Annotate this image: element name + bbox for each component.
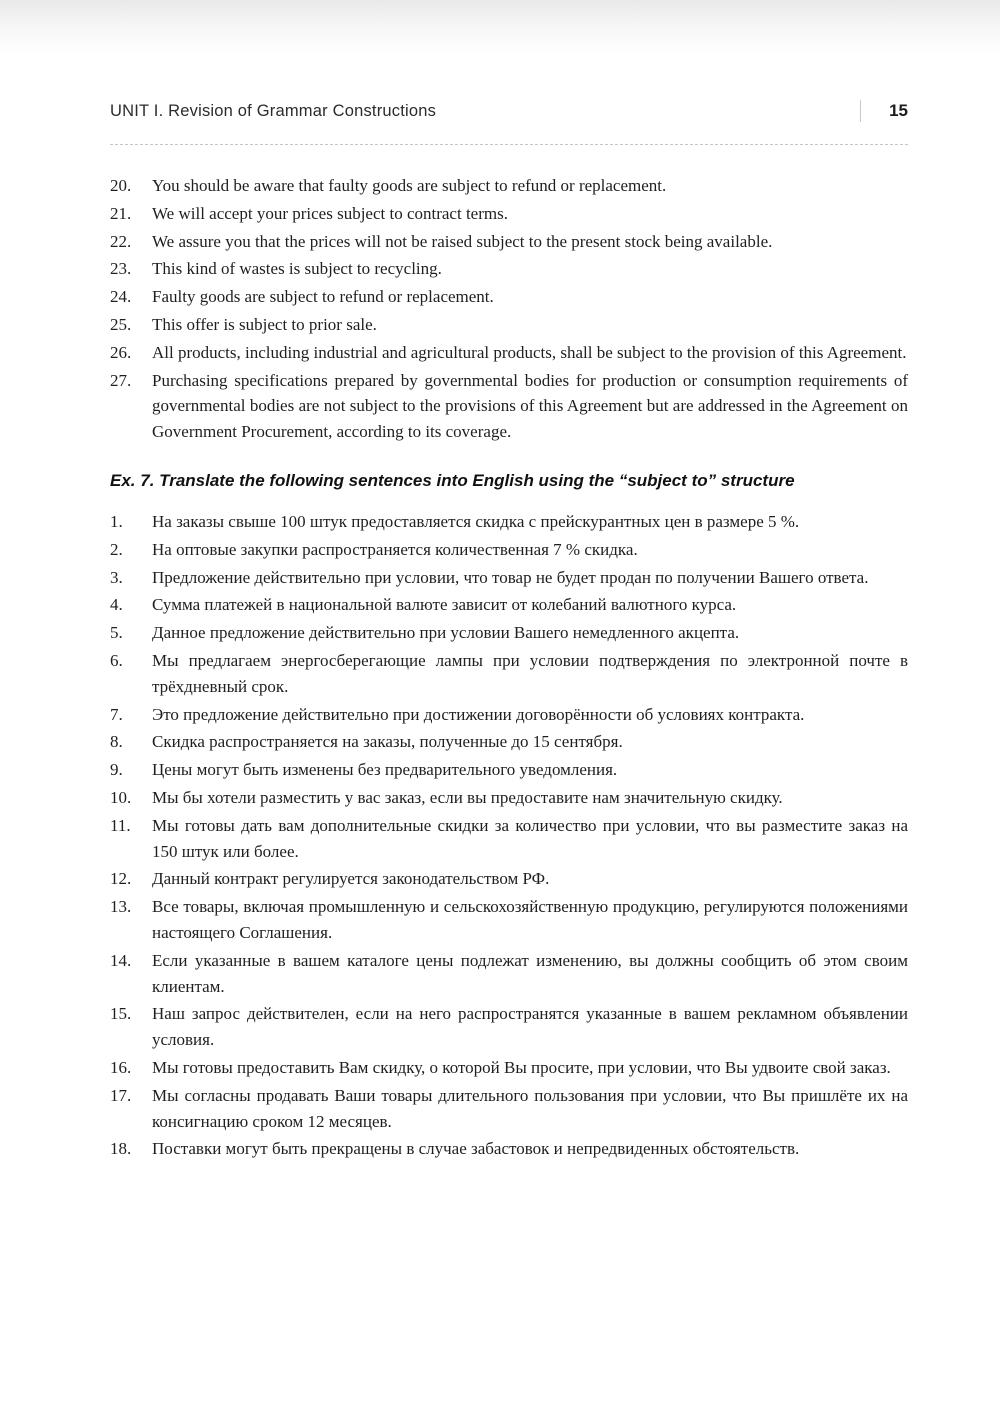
list-item bbox=[110, 729, 908, 755]
list-item bbox=[110, 1001, 908, 1053]
header-divider bbox=[860, 100, 861, 122]
item-number: 15. bbox=[110, 1004, 132, 1024]
list-item bbox=[110, 565, 908, 591]
item-number: 20. bbox=[110, 176, 132, 195]
list-item bbox=[110, 894, 908, 946]
list-item bbox=[110, 312, 908, 338]
list-item bbox=[110, 284, 908, 310]
item-number: 4. bbox=[110, 595, 123, 615]
item-text: Если указанные в вашем каталоге цены подлежат изменению, вы должны сообщить об этом своим клиентам. bbox=[152, 950, 908, 996]
item-number: 8. bbox=[110, 732, 123, 752]
item-number: 23. bbox=[110, 259, 132, 279]
item-number: 9. bbox=[110, 760, 123, 780]
item-text: Это предложение действительно при достижении договорённости об условиях контракта. bbox=[152, 704, 805, 724]
item-number: 17. bbox=[110, 1085, 132, 1105]
list-item bbox=[110, 592, 908, 618]
item-text: Данный контракт регулируется законодательством РФ. bbox=[152, 869, 550, 889]
item-number: 25. bbox=[110, 314, 132, 334]
list-item bbox=[110, 368, 908, 445]
item-number: 10. bbox=[110, 787, 132, 807]
item-text: На оптовые закупки распространяется количественная 7 % скидка. bbox=[152, 539, 638, 559]
item-number: 3. bbox=[110, 567, 123, 587]
item-text: Предложение действительно при условии, что товар не будет продан по получении Вашего ответа. bbox=[152, 567, 869, 587]
list-item bbox=[110, 702, 908, 728]
item-number: 18. bbox=[110, 1139, 132, 1159]
page-title: UNIT I. Revision of Grammar Constructions bbox=[110, 101, 437, 120]
item-number: 22. bbox=[110, 231, 132, 251]
item-number: 1. bbox=[110, 511, 123, 531]
list-item bbox=[110, 813, 908, 865]
item-number: 26. bbox=[110, 342, 132, 362]
item-number: 24. bbox=[110, 287, 132, 307]
item-number: 11. bbox=[110, 815, 131, 835]
item-number: 5. bbox=[110, 623, 123, 643]
list-item bbox=[110, 537, 908, 563]
list-item bbox=[110, 340, 908, 366]
item-text: Мы согласны продавать Ваши товары длительного пользования при условии, что Вы пришлёте их на консигнацию сроком 12 месяцев. bbox=[152, 1085, 908, 1131]
item-number: 27. bbox=[110, 370, 132, 390]
item-text: All products, including industrial and agricultural products, shall be subject to the provision of this Agreement. bbox=[152, 342, 907, 362]
page-header bbox=[110, 100, 908, 122]
item-text: You should be aware that faulty goods are subject to refund or replacement. bbox=[152, 176, 667, 195]
item-number: 14. bbox=[110, 950, 132, 970]
item-number: 2. bbox=[110, 539, 123, 559]
item-text: Сумма платежей в национальной валюте зависит от колебаний валютного курса. bbox=[152, 595, 737, 615]
page-number: 15 bbox=[889, 101, 908, 120]
list-item bbox=[110, 173, 908, 199]
list-item bbox=[110, 229, 908, 255]
item-text: Мы бы хотели разместить у вас заказ, если вы предоставите нам значительную скидку. bbox=[152, 787, 783, 807]
item-text: This offer is subject to prior sale. bbox=[152, 314, 377, 334]
item-text: Faulty goods are subject to refund or replacement. bbox=[152, 287, 494, 307]
list-item bbox=[110, 509, 908, 535]
header-right bbox=[860, 100, 908, 122]
list-item bbox=[110, 648, 908, 700]
header-separator-line bbox=[110, 144, 908, 145]
english-sentence-list bbox=[110, 173, 908, 445]
list-item bbox=[110, 256, 908, 282]
item-text: Наш запрос действителен, если на него распространятся указанные в вашем рекламном объявлении условия. bbox=[152, 1004, 908, 1050]
item-text: Мы предлагаем энергосберегающие лампы при условии подтверждения по электронной почте в трёхдневный срок. bbox=[152, 650, 908, 696]
list-item bbox=[110, 948, 908, 1000]
item-number: 21. bbox=[110, 203, 132, 223]
item-number: 6. bbox=[110, 650, 123, 670]
item-text: We assure you that the prices will not be raised subject to the present stock being available. bbox=[152, 231, 773, 251]
item-text: Скидка распространяется на заказы, полученные до 15 сентября. bbox=[152, 732, 623, 752]
item-number: 12. bbox=[110, 869, 132, 889]
item-text: Поставки могут быть прекращены в случае забастовок и непредвиденных обстоятельств. bbox=[152, 1139, 800, 1159]
item-number: 16. bbox=[110, 1057, 132, 1077]
item-text: This kind of wastes is subject to recycling. bbox=[152, 259, 442, 279]
item-text: Данное предложение действительно при условии Вашего немедленного акцепта. bbox=[152, 623, 740, 643]
page-content bbox=[110, 100, 908, 1164]
list-item bbox=[110, 785, 908, 811]
list-item bbox=[110, 1055, 908, 1081]
list-item bbox=[110, 757, 908, 783]
item-number: 13. bbox=[110, 897, 132, 917]
item-text: Мы готовы дать вам дополнительные скидки за количество при условии, что вы разместите заказ на 150 штук или более. bbox=[152, 815, 908, 861]
item-text: Все товары, включая промышленную и сельскохозяйственную продукцию, регулируются положениями настоящего Соглашения. bbox=[152, 897, 908, 942]
list-item bbox=[110, 1136, 908, 1162]
item-text: На заказы свыше 100 штук предоставляется скидка с прейскурантных цен в размере 5 %. bbox=[152, 511, 800, 531]
list-item bbox=[110, 866, 908, 892]
list-item bbox=[110, 620, 908, 646]
item-text: Цены могут быть изменены без предварительного уведомления. bbox=[152, 760, 618, 780]
list-item bbox=[110, 201, 908, 227]
russian-sentence-list bbox=[110, 509, 908, 1162]
item-number: 7. bbox=[110, 704, 123, 724]
exercise-heading: Ex. 7. Translate the following sentences into English using the “subject to” structure bbox=[110, 470, 795, 490]
item-text: Мы готовы предоставить Вам скидку, о которой Вы просите, при условии, что Вы удвоите свой заказ. bbox=[152, 1057, 891, 1077]
item-text: Purchasing specifications prepared by governmental bodies for production or consumption requirements of governmental bodies are not subject to the provisions of this Agreement but are addressed in the Agreement on Government Procurement, according to its coverage. bbox=[152, 370, 908, 442]
item-text: We will accept your prices subject to contract terms. bbox=[152, 203, 508, 223]
list-item bbox=[110, 1083, 908, 1135]
